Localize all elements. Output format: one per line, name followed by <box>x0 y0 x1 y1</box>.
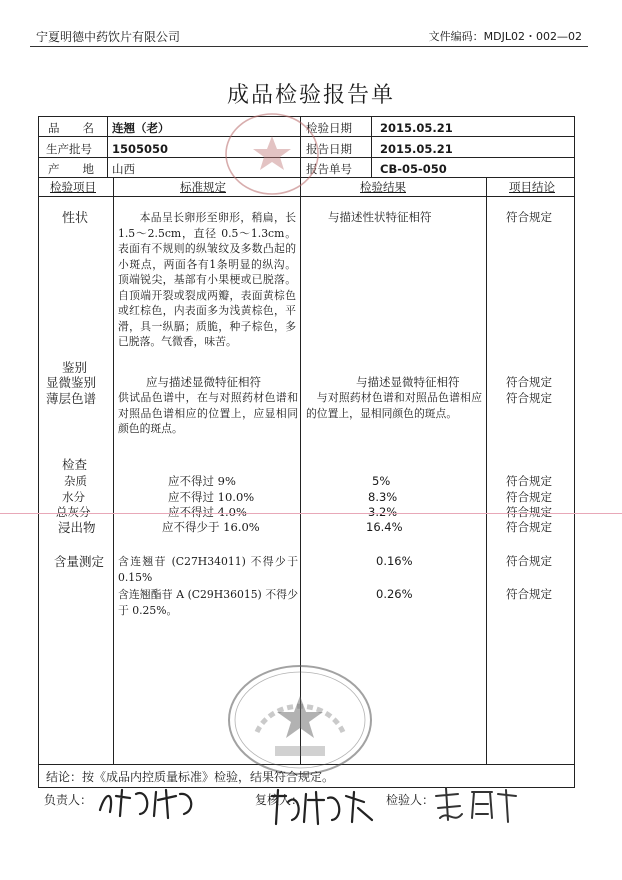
conclusion-text: 结论：按《成品内控质量标准》检验，结果符合规定。 <box>46 770 335 784</box>
check-name: 总灰分 <box>56 505 91 519</box>
reviewer-signature <box>268 786 378 828</box>
responsible-signature <box>96 782 206 822</box>
microscopy-label: 显微鉴别 <box>46 375 97 390</box>
tlc-conclusion: 符合规定 <box>506 391 552 405</box>
col-rule <box>486 177 487 764</box>
assay-label: 含量测定 <box>54 554 105 569</box>
microscopy-conclusion: 符合规定 <box>506 375 552 389</box>
col-header-result: 检验结果 <box>360 180 406 194</box>
check-conclusion: 符合规定 <box>506 490 552 504</box>
report-no-label: 报告单号 <box>306 162 352 176</box>
product-label: 品 名 <box>48 121 94 135</box>
assay-standard: 含连翘苷 (C27H34011) 不得少于 0.15% <box>118 555 298 584</box>
responsible-label: 负责人： <box>44 793 93 807</box>
origin-label: 产 地 <box>48 162 94 176</box>
assay-conclusion: 符合规定 <box>506 554 552 568</box>
assay-result: 0.16% <box>376 554 413 568</box>
company-name: 宁夏明德中药饮片有限公司 <box>36 30 181 44</box>
check-name: 浸出物 <box>58 520 96 535</box>
col-header-conclusion: 项目结论 <box>509 180 555 194</box>
quality-stamp <box>225 662 375 778</box>
header-rule <box>30 46 588 47</box>
check-name: 杂质 <box>64 474 87 488</box>
document-code: 文件编码：MDJL02・002—02 <box>428 30 582 43</box>
col-header-standard: 标准规定 <box>180 180 226 194</box>
check-result: 5% <box>372 474 391 488</box>
tlc-result: 与对照药材色谱和对照品色谱相应的位置上，显相同颜色的斑点。 <box>306 391 482 420</box>
product-value: 连翘（老） <box>112 121 170 135</box>
assay-conclusion: 符合规定 <box>506 587 552 601</box>
batch-value: 1505050 <box>112 142 169 156</box>
col-rule <box>371 116 372 177</box>
traits-result: 与描述性状特征相符 <box>328 210 432 224</box>
col-rule <box>107 116 108 177</box>
microscopy-result: 与描述显微特征相符 <box>356 375 460 389</box>
traits-label: 性状 <box>62 211 89 226</box>
check-standard: 应不得过 9% <box>168 474 236 488</box>
checks-label: 检查 <box>62 457 88 472</box>
inspect-date-label: 检验日期 <box>306 121 352 135</box>
check-conclusion: 符合规定 <box>506 520 552 534</box>
tlc-standard: 供试品色谱中，在与对照药材色谱和对照品色谱相应的位置上，应显相同颜色的斑点。 <box>118 391 298 435</box>
report-no-value: CB-05-050 <box>380 162 447 176</box>
check-conclusion: 符合规定 <box>506 474 552 488</box>
inspection-dept-stamp <box>222 110 322 198</box>
origin-value: 山西 <box>112 162 135 176</box>
check-name: 水分 <box>62 490 85 504</box>
identification-label: 鉴别 <box>62 360 88 375</box>
inspect-date-value: 2015.05.21 <box>380 121 453 135</box>
check-result: 8.3% <box>368 490 398 504</box>
scan-line <box>0 513 622 514</box>
col-header-item: 检验项目 <box>50 180 96 194</box>
check-standard: 应不得过 4.0% <box>168 505 247 519</box>
report-title: 成品检验报告单 <box>226 83 395 108</box>
check-standard: 应不得少于 16.0% <box>162 520 260 534</box>
batch-label: 生产批号 <box>46 142 92 156</box>
assay-result: 0.26% <box>376 587 413 601</box>
check-standard: 应不得过 10.0% <box>168 490 255 504</box>
check-conclusion: 符合规定 <box>506 505 552 519</box>
col-rule <box>113 177 114 764</box>
inspector-label: 检验人： <box>386 793 435 807</box>
report-date-value: 2015.05.21 <box>380 142 453 156</box>
inspector-signature <box>432 784 522 826</box>
tlc-label: 薄层色谱 <box>46 391 97 406</box>
check-result: 16.4% <box>366 520 403 534</box>
assay-standard: 含连翘酯苷 A (C29H36015) 不得少于 0.25%。 <box>118 588 298 617</box>
traits-conclusion: 符合规定 <box>506 210 552 224</box>
reviewer-label: 复核人： <box>255 793 304 807</box>
report-date-label: 报告日期 <box>306 142 352 156</box>
microscopy-standard: 应与描述显微特征相符 <box>146 375 261 389</box>
check-result: 3.2% <box>368 505 398 519</box>
traits-standard: 本品呈长卵形至卵形，稍扁，长1.5～2.5cm，直径 0.5～1.3cm。表面有不规则的纵皱纹及多数凸起的小斑点，两面各有1条明显的纵沟。顶端锐尖，基部有小果梗或已脱落。自顶端开裂或裂成两瓣，表面黄棕色或红棕色，内表面多为浅黄棕色，平滑，具一纵膈；质脆，种子棕色，多已脱落。气微香，味苦。 <box>118 211 296 348</box>
